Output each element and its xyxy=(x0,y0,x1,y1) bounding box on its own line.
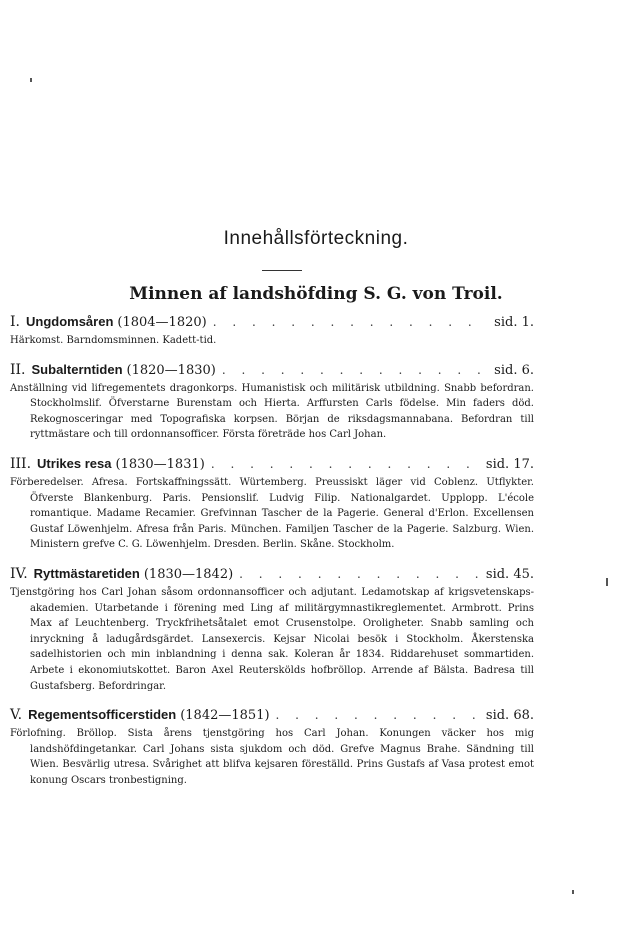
chapter-page-ref: sid. 1. xyxy=(494,315,534,330)
dot-leader xyxy=(276,705,480,725)
chapter-title: Utrikes resa xyxy=(37,455,112,471)
chapter-page-ref: sid. 68. xyxy=(485,708,534,724)
chapter-heading-line xyxy=(10,312,534,333)
dot-leader xyxy=(211,454,480,474)
toc-chapter xyxy=(10,360,534,443)
print-speck xyxy=(606,578,608,586)
chapter-heading-line xyxy=(10,564,534,585)
chapter-years: (1830—1842) xyxy=(143,566,234,582)
chapter-heading-line xyxy=(10,360,534,381)
chapter-page-ref: sid. 6. xyxy=(494,362,534,378)
chapter-summary: Förlofning. Bröllop. Sista årens tjenstgöring hos Carl Johan. Konungen väcker hos mig landshöfdingetankar. Carl Johans sista sjukdom och död. Grefve Magnus Brahe. Sändning till Wien. Besvärlig utresa. Svårighet att blifva kejsaren föreställd. Prins Gustafs af Vasa protest emot konung Oscars tronbestigning. xyxy=(10,728,534,786)
chapter-years: (1842—1851) xyxy=(180,708,270,724)
toc-chapter xyxy=(10,312,534,349)
chapter-years: (1804—1820) xyxy=(117,315,207,330)
chapter-title: Ungdomsåren xyxy=(25,314,114,329)
print-speck xyxy=(572,890,574,894)
chapter-summary: Anställning vid lifregementets dragonkorps. Humanistisk och militärisk utbildning. Snabb befordran. Stockholmslif. Öfverstarne Burenstam och Hierta. Arffursten Carls födelse. Min faders död. Rekognosceringar med Topografiska korpsen. Början de riksdagsmannabana. Befordran till ryttmästare och till ordonnansofficer. Första företräde hos Carl Johan. xyxy=(10,382,534,441)
toc-chapter xyxy=(10,564,534,694)
dot-leader xyxy=(239,564,480,584)
chapter-title: Subalterntiden xyxy=(31,361,123,377)
print-speck xyxy=(30,78,32,82)
heading-divider xyxy=(262,270,302,271)
table-of-contents xyxy=(10,312,534,799)
chapter-heading-line xyxy=(10,454,534,475)
dot-leader xyxy=(222,360,488,380)
chapter-numeral: III. xyxy=(10,455,32,472)
chapter-numeral: V. xyxy=(10,707,23,724)
chapter-numeral: I. xyxy=(10,314,20,330)
chapter-years: (1830—1831) xyxy=(115,456,205,472)
toc-chapter xyxy=(10,454,534,553)
chapter-years: (1820—1830) xyxy=(126,362,216,378)
page-heading: Innehållsförteckning. xyxy=(223,228,409,249)
chapter-numeral: II. xyxy=(10,361,26,378)
chapter-page-ref: sid. 45. xyxy=(485,566,534,582)
chapter-summary: Härkomst. Barndomsminnen. Kadett-tid. xyxy=(10,335,217,346)
dot-leader xyxy=(213,312,488,332)
chapter-summary: Tjenstgöring hos Carl Johan såsom ordonnansofficer och adjutant. Ledamotskap af krigsvetenskaps-akademien. Utarbetande i förening med Ling af militärgymnastikreglementet. Armbrott. Prins Max af Leuchtenberg. Tryckfrihetsåtalet emot Crusenstolpe. Oroligheter. Snabb samling och inryckning å ladugårdsgärdet. Lansexercis. Kejsar Nicolai besök i Stockholm. Åkerstenska sadelhistorien och min inblandning i denna sak. Koleran år 1834. Riddarehuset sommartiden. Arbete i ekonomiutskottet. Baron Axel Reuterskölds hofbröllop. Arrende af Bälsta. Badresa till Gustafsberg. Befordringar. xyxy=(10,586,534,692)
chapter-page-ref: sid. 17. xyxy=(485,456,534,472)
chapter-title: Regementsofficerstiden xyxy=(28,707,177,723)
chapter-summary: Förberedelser. Afresa. Fortskaffningssätt. Würtemberg. Preussiskt läger vid Coblenz. Utflykter. Öfverste Blankenburg. Paris. Pensionslif. Ludvig Filip. Nationalgardet. Upplopp. L'école romantique. Madame Recamier. Grefvinnan Tascher de la Pagerie. General d'Erlon. Excellensen Gustaf Löwenhjelm. Afresa från Paris. München. Familjen Tascher de la Pagerie. Salzburg. Wien. Ministern grefve C. G. Löwenhjelm. Dresden. Berlin. Skåne. Stockholm. xyxy=(10,476,534,551)
chapter-title: Ryttmästaretiden xyxy=(33,565,140,581)
book-subtitle: Minnen af landshöfding S. G. von Troil. xyxy=(129,284,503,304)
toc-chapter xyxy=(10,705,534,788)
chapter-heading-line xyxy=(10,705,534,726)
chapter-numeral: IV. xyxy=(10,565,28,582)
